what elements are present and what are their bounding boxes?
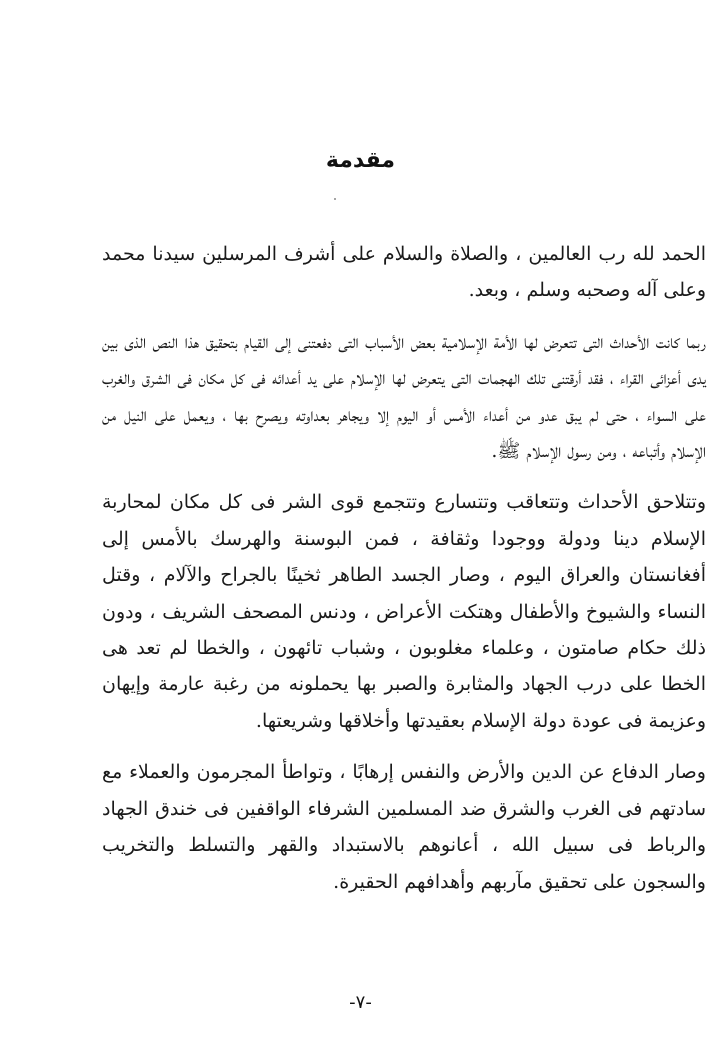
paragraph-events: ربما كانت الأحداث التى تتعرض لها الأمة الإسلامية بعض الأسباب التى دفعتنى إلى القيام بتحقيق هذا النص الذى بين يدى أعزائى القراء ، فقد أرقتنى تلك الهجمات التى يتعرض لها الإسلام على يد أعدائه فى كل مكان فى الشرق والغرب على السواء ، حتى لم يبق عدو من أعداء الأمس أو اليوم إلا ويجاهر بعداوته ويصرح بها ، ويعمل على النيل من الإسلام وأتباعه ، ومن رسول الإسلام ﷺ. bbox=[102, 330, 706, 463]
scan-speck bbox=[334, 198, 336, 200]
body-text bbox=[102, 236, 706, 900]
paragraph-defense: وصار الدفاع عن الدين والأرض والنفس إرهابًا ، وتواطأ المجرمون والعملاء مع سادتهم فى الغرب والشرق ضد المسلمين الشرفاء الواقفين فى خندق الجهاد والرباط فى سبيل الله ، أعانوهم بالاستبداد والقهر والتسلط والتخريب والسجون على تحقيق مآربهم وأهدافهم الحقيرة. bbox=[102, 761, 706, 893]
page-title: مقدمة bbox=[325, 148, 396, 173]
page-number: -٧- bbox=[349, 992, 372, 1013]
paragraph-opening: الحمد لله رب العالمين ، والصلاة والسلام على أشرف المرسلين سيدنا محمد وعلى آله وصحبه وسلم ، وبعد. bbox=[102, 243, 706, 302]
paragraph-forces: وتتلاحق الأحداث وتتعاقب وتتسارع وتتجمع قوى الشر فى كل مكان لمحاربة الإسلام دينا ودولة ووجودا وثقافة ، فمن البوسنة والهرسك بالأمس إلى أفغانستان والعراق اليوم ، وصار الجسد الطاهر ثخينًا بالجراح والآلام ، وقتل النساء والشيوخ والأطفال وهتكت الأعراض ، ودنس المصحف الشريف ، ودون ذلك حكام صامتون ، وعلماء مغلوبون ، وشباب تائهون ، والخطا لم تعد هى الخطا على درب الجهاد والمثابرة والصبر بها يحملونه من رغبة عارمة وإيهان وعزيمة فى عودة دولة الإسلام بعقيدتها وأخلاقها وشريعتها. bbox=[102, 491, 706, 732]
